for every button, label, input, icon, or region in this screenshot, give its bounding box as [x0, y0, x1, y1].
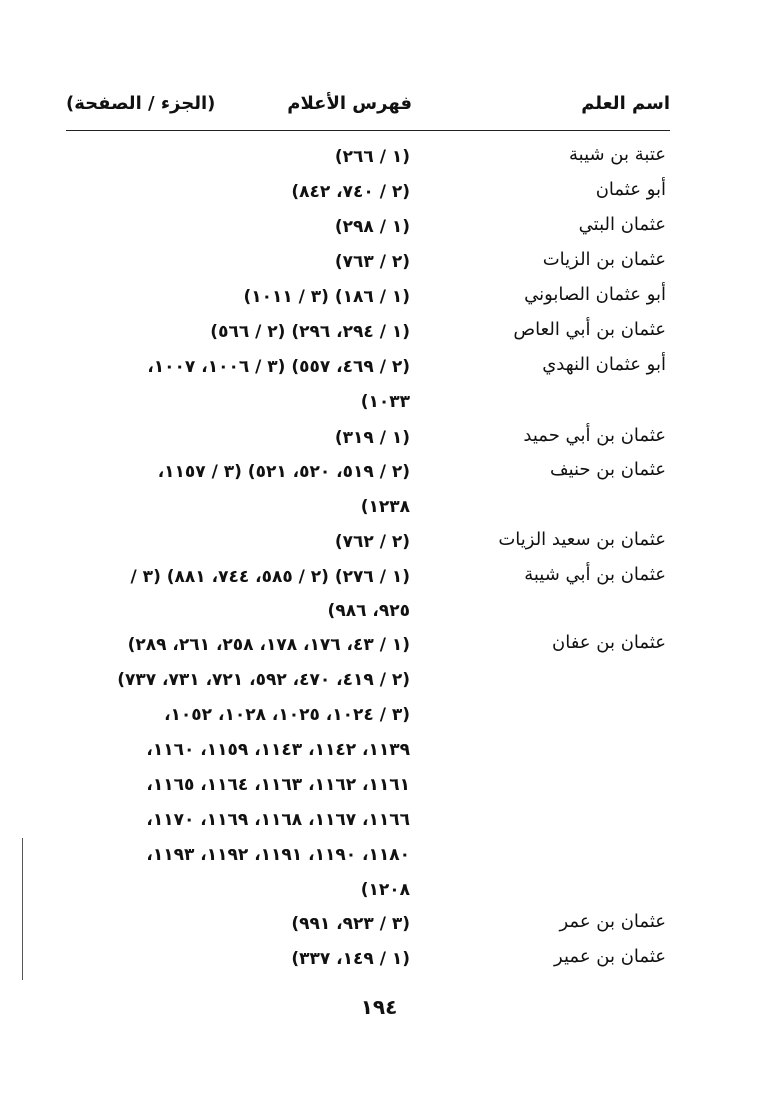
entry-reference-continuation: ٩٢٥، ٩٨٦): [327, 601, 410, 621]
entry-name: عثمان بن سعيد الزيات: [498, 529, 666, 550]
entry-name: عثمان بن أبي العاص: [513, 319, 666, 340]
entry-reference-continuation: (٢ / ٤١٩، ٤٧٠، ٥٩٢، ٧٢١، ٧٣١، ٧٣٧): [117, 670, 410, 690]
entry-reference: (٢ / ٤٦٩، ٥٥٧) (٣ / ١٠٠٦، ١٠٠٧،: [147, 357, 410, 377]
entry-reference: (٢ / ٧٤٠، ٨٤٢): [291, 182, 410, 202]
entry-reference: (٣ / ٩٢٣، ٩٩١): [291, 914, 410, 934]
entry-name: عثمان بن الزيات: [542, 249, 666, 270]
entry-reference: (١ / ٣١٩): [334, 428, 410, 448]
entry-name: أبو عثمان الصابوني: [524, 284, 666, 305]
entry-name: عتبة بن شيبة: [568, 144, 666, 165]
scan-margin-line: [22, 838, 23, 980]
entry-reference-continuation: ١١٣٩، ١١٤٢، ١١٤٣، ١١٥٩، ١١٦٠،: [146, 740, 410, 760]
header-rule: [66, 130, 670, 131]
entry-reference: (١ / ١٤٩، ٣٣٧): [291, 949, 410, 969]
entry-reference-continuation: ١٠٣٣): [360, 392, 410, 412]
entry-reference-continuation: (٣ / ١٠٢٤، ١٠٢٥، ١٠٢٨، ١٠٥٢،: [164, 705, 410, 725]
entry-name: عثمان البتي: [578, 214, 666, 235]
entry-reference-continuation: ١٢٠٨): [360, 880, 410, 900]
page-header: [66, 93, 670, 121]
entry-name: عثمان بن عفان: [552, 632, 666, 653]
entry-reference: (١ / ٢٦٦): [334, 147, 410, 167]
entry-name: أبو عثمان النهدي: [542, 354, 666, 375]
entry-reference: (١ / ٢٩٤، ٢٩٦) (٢ / ٥٦٦): [210, 322, 410, 342]
entry-reference: (١ / ١٨٦) (٣ / ١٠١١): [243, 287, 410, 307]
entry-reference: (٢ / ٥١٩، ٥٢٠، ٥٢١) (٣ / ١١٥٧،: [157, 462, 410, 482]
entry-reference-continuation: ١١٨٠، ١١٩٠، ١١٩١، ١١٩٢، ١١٩٣،: [146, 845, 410, 865]
entry-reference-continuation: ١١٦٦، ١١٦٧، ١١٦٨، ١١٦٩، ١١٧٠،: [146, 810, 410, 830]
entry-reference: (٢ / ٧٦٢): [334, 532, 410, 552]
entry-name: عثمان بن عمير: [554, 946, 666, 967]
index-title: فهرس الأعلام: [287, 93, 412, 114]
entry-name: عثمان بن حنيف: [549, 459, 666, 480]
reference-column-heading: (الجزء / الصفحة): [66, 93, 216, 114]
entry-name: عثمان بن أبي حميد: [523, 425, 666, 446]
name-column-heading: اسم العلم: [581, 93, 670, 114]
entry-reference-continuation: ١٢٣٨): [360, 497, 410, 517]
entry-name: عثمان بن عمر: [559, 911, 666, 932]
entry-reference-continuation: ١١٦١، ١١٦٢، ١١٦٣، ١١٦٤، ١١٦٥،: [146, 775, 410, 795]
page-number: ١٩٤: [360, 995, 398, 1019]
entry-name: عثمان بن أبي شيبة: [524, 564, 666, 585]
entry-reference: (١ / ٢٩٨): [334, 217, 410, 237]
entry-reference: (٢ / ٧٦٣): [334, 252, 410, 272]
entry-reference: (١ / ٢٧٦) (٢ / ٥٨٥، ٧٤٤، ٨٨١) (٣ /: [130, 567, 410, 587]
entry-reference: (١ / ٤٣، ١٧٦، ١٧٨، ٢٥٨، ٢٦١، ٢٨٩): [127, 635, 410, 655]
entry-name: أبو عثمان: [595, 179, 666, 200]
